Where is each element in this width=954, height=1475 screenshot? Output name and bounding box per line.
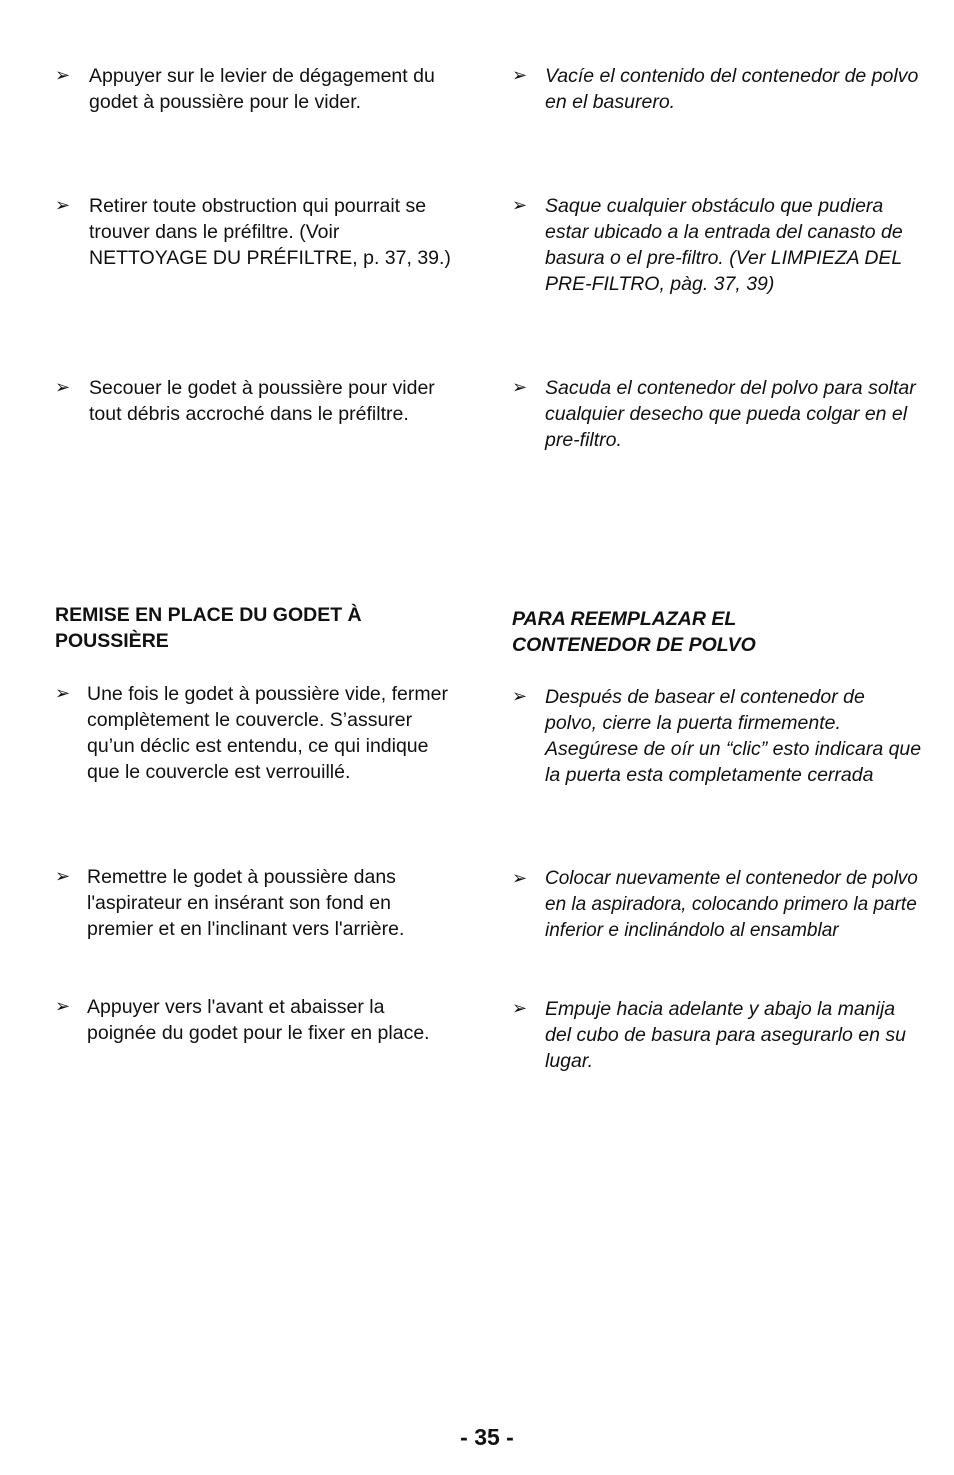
- fr-step-clear-obstruction: [55, 193, 455, 271]
- fr-step-close-lid: [55, 681, 455, 785]
- es-step-lock-handle: [512, 996, 922, 1074]
- page-number: - 35 -: [460, 1424, 514, 1450]
- fr-step-empty: [55, 63, 455, 115]
- bullet-arrow-icon: ➢: [55, 195, 71, 216]
- es-step-reinsert: [512, 866, 922, 944]
- bullet-arrow-icon: ➢: [512, 686, 528, 707]
- fr-step-shake: [55, 375, 455, 427]
- fr-step-lock-handle-text: Appuyer vers l'avant et abaisser la poignée du godet pour le fixer en place.: [87, 996, 430, 1044]
- es-step-empty: [512, 63, 922, 115]
- es-step-close-door: [512, 684, 922, 788]
- fr-step-clear-obstruction-text: Retirer toute obstruction qui pourrait se trouver dans le préfiltre. (Voir NETTOYAGE DU PRÉFILTRE, p. 37, 39.): [89, 195, 451, 269]
- es-step-lock-handle-text: Empuje hacia adelante y abajo la manija del cubo de basura para asegurarlo en su lugar.: [545, 998, 906, 1072]
- es-step-close-door-text: Después de basear el contenedor de polvo, cierre la puerta firmemente. Asegúrese de oír un “clic” esto indicara que la puerta esta completamente cerrada: [545, 686, 922, 786]
- es-section-heading: PARA REEMPLAZAR EL CONTENEDOR DE POLVO: [512, 608, 756, 656]
- fr-section-heading: REMISE EN PLACE DU GODET À POUSSIÈRE: [55, 604, 362, 652]
- fr-step-shake-text: Secouer le godet à poussière pour vider tout débris accroché dans le préfiltre.: [89, 377, 435, 425]
- bullet-arrow-icon: ➢: [512, 65, 528, 86]
- es-step-reinsert-text: Colocar nuevamente el contenedor de polvo en la aspiradora, colocando primero la parte inferior e inclinándolo al ensamblar: [545, 868, 918, 941]
- fr-step-empty-text: Appuyer sur le levier de dégagement du godet à poussière pour le vider.: [89, 65, 435, 113]
- bullet-arrow-icon: ➢: [55, 683, 71, 704]
- es-step-shake-text: Sacuda el contenedor del polvo para soltar cualquier desecho que pueda colgar en el pre-filtro.: [545, 377, 916, 451]
- bullet-arrow-icon: ➢: [512, 998, 528, 1019]
- fr-step-close-lid-text: Une fois le godet à poussière vide, fermer complètement le couvercle. S’assurer qu’un déclic est entendu, ce qui indique que le couvercle est verrouillé.: [87, 683, 448, 783]
- bullet-arrow-icon: ➢: [55, 996, 71, 1017]
- es-step-clear-obstruction-text: Saque cualquier obstáculo que pudiera estar ubicado a la entrada del canasto de basura o el pre-filtro. (Ver LIMPIEZA DEL PRE-FILTRO, pàg. 37, 39): [545, 195, 903, 295]
- bullet-arrow-icon: ➢: [512, 377, 528, 398]
- es-step-empty-text: Vacíe el contenido del contenedor de polvo en el basurero.: [545, 65, 919, 113]
- fr-step-reinsert: [55, 864, 455, 942]
- bullet-arrow-icon: ➢: [512, 868, 528, 889]
- es-step-clear-obstruction: [512, 193, 922, 297]
- bullet-arrow-icon: ➢: [512, 195, 528, 216]
- bullet-arrow-icon: ➢: [55, 377, 71, 398]
- bullet-arrow-icon: ➢: [55, 866, 71, 887]
- fr-step-reinsert-text: Remettre le godet à poussière dans l'aspirateur en insérant son fond en premier et en l'inclinant vers l'arrière.: [87, 866, 405, 940]
- es-step-shake: [512, 375, 922, 453]
- bullet-arrow-icon: ➢: [55, 65, 71, 86]
- fr-step-lock-handle: [55, 994, 455, 1046]
